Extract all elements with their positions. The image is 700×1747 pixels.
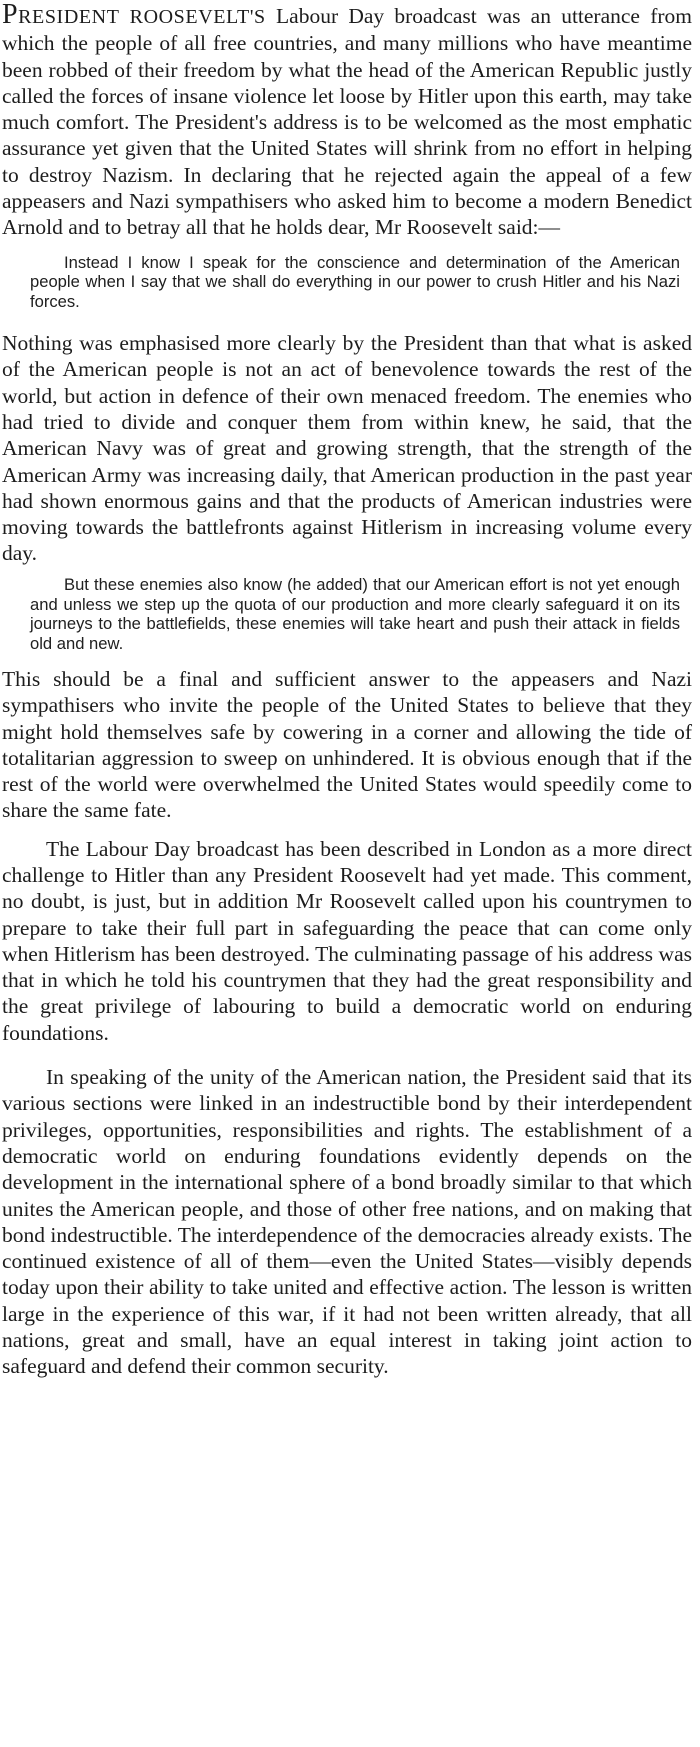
- drop-cap: P: [2, 0, 19, 30]
- opening-small-caps: RESIDENT ROOSEVELT'S: [18, 6, 266, 28]
- paragraph-4: The Labour Day broadcast has been described in London as a more direct challenge to Hitler than any President Roosevelt had yet made. This comment, no doubt, is just, but in addition Mr Roosevelt called upon his countrymen to prepare to take their full part in safeguarding the peace that can come only when Hitlerism has been destroyed. The culminating passage of his address was that in which he told his countrymen that they had the great responsibility and the great privilege of labouring to build a democratic world on enduring foundations.: [2, 836, 692, 1045]
- opening-text: Labour Day broadcast was an utterance from which the people of all free countries, and many millions who have meantime been robbed of their freedom by what the head of the American Republic justly called the forces of insane violence let loose by Hitler upon this earth, may take much comfort. The President's address is to be welcomed as the most emphatic assurance yet given that the United States will shrink from no effort in helping to destroy Nazism. In declaring that he rejected again the appeal of a few appeasers and Nazi sympathisers who asked him to become a modern Benedict Arnold and to betray all that he holds dear, Mr Roosevelt said:—: [2, 4, 692, 240]
- paragraph-5: In speaking of the unity of the American nation, the President said that its various sections were linked in an indestructible bond by their interdependent privileges, opportunities, responsibilities and rights. The establishment of a democratic world on enduring foundations evidently depends on the development in the international sphere of a bond broadly similar to that which unites the American people, and those of other free nations, and on making that bond indestructible. The interdependence of the democracies already exists. The continued existence of all of them—even the United States—visibly depends today upon their ability to take united and effective action. The lesson is written large in the experience of this war, if it had not been written already, that all nations, great and small, have an equal interest in taking joint action to safeguard and defend their common security.: [2, 1065, 692, 1379]
- quotation-block-2: But these enemies also know (he added) that our American effort is not yet enough and unless we step up the quota of our production and more clearly safeguard it on its journeys to the battlefields, these enemies will take heart and push their attack in fields old and new.: [30, 574, 680, 654]
- paragraph-2: Nothing was emphasised more clearly by the President than that what is asked of the American people is not an act of benevolence towards the rest of the world, but action in defence of their own menaced freedom. The enemies who had tried to divide and conquer them from within knew, he said, that the American Navy was of great and growing strength, that the strength of the American Army was increasing daily, that American production in the past year had shown enormous gains and that the products of American industries were moving towards the battlefronts against Hitlerism in increasing volume every day.: [2, 331, 692, 566]
- paragraph-3: This should be a final and sufficient answer to the appeasers and Nazi sympathisers who invite the people of the United States to believe that they might hold themselves safe by cowering in a corner and allowing the tide of totalitarian aggression to sweep on unhindered. It is obvious enough that if the rest of the world were overwhelmed the United States would speedily come to share the same fate.: [2, 666, 692, 823]
- paragraph-opening: [2, 2, 692, 241]
- quotation-block-1: Instead I know I speak for the conscience and determination of the American people when I say that we shall do everything in our power to crush Hitler and his Nazi forces.: [30, 252, 680, 312]
